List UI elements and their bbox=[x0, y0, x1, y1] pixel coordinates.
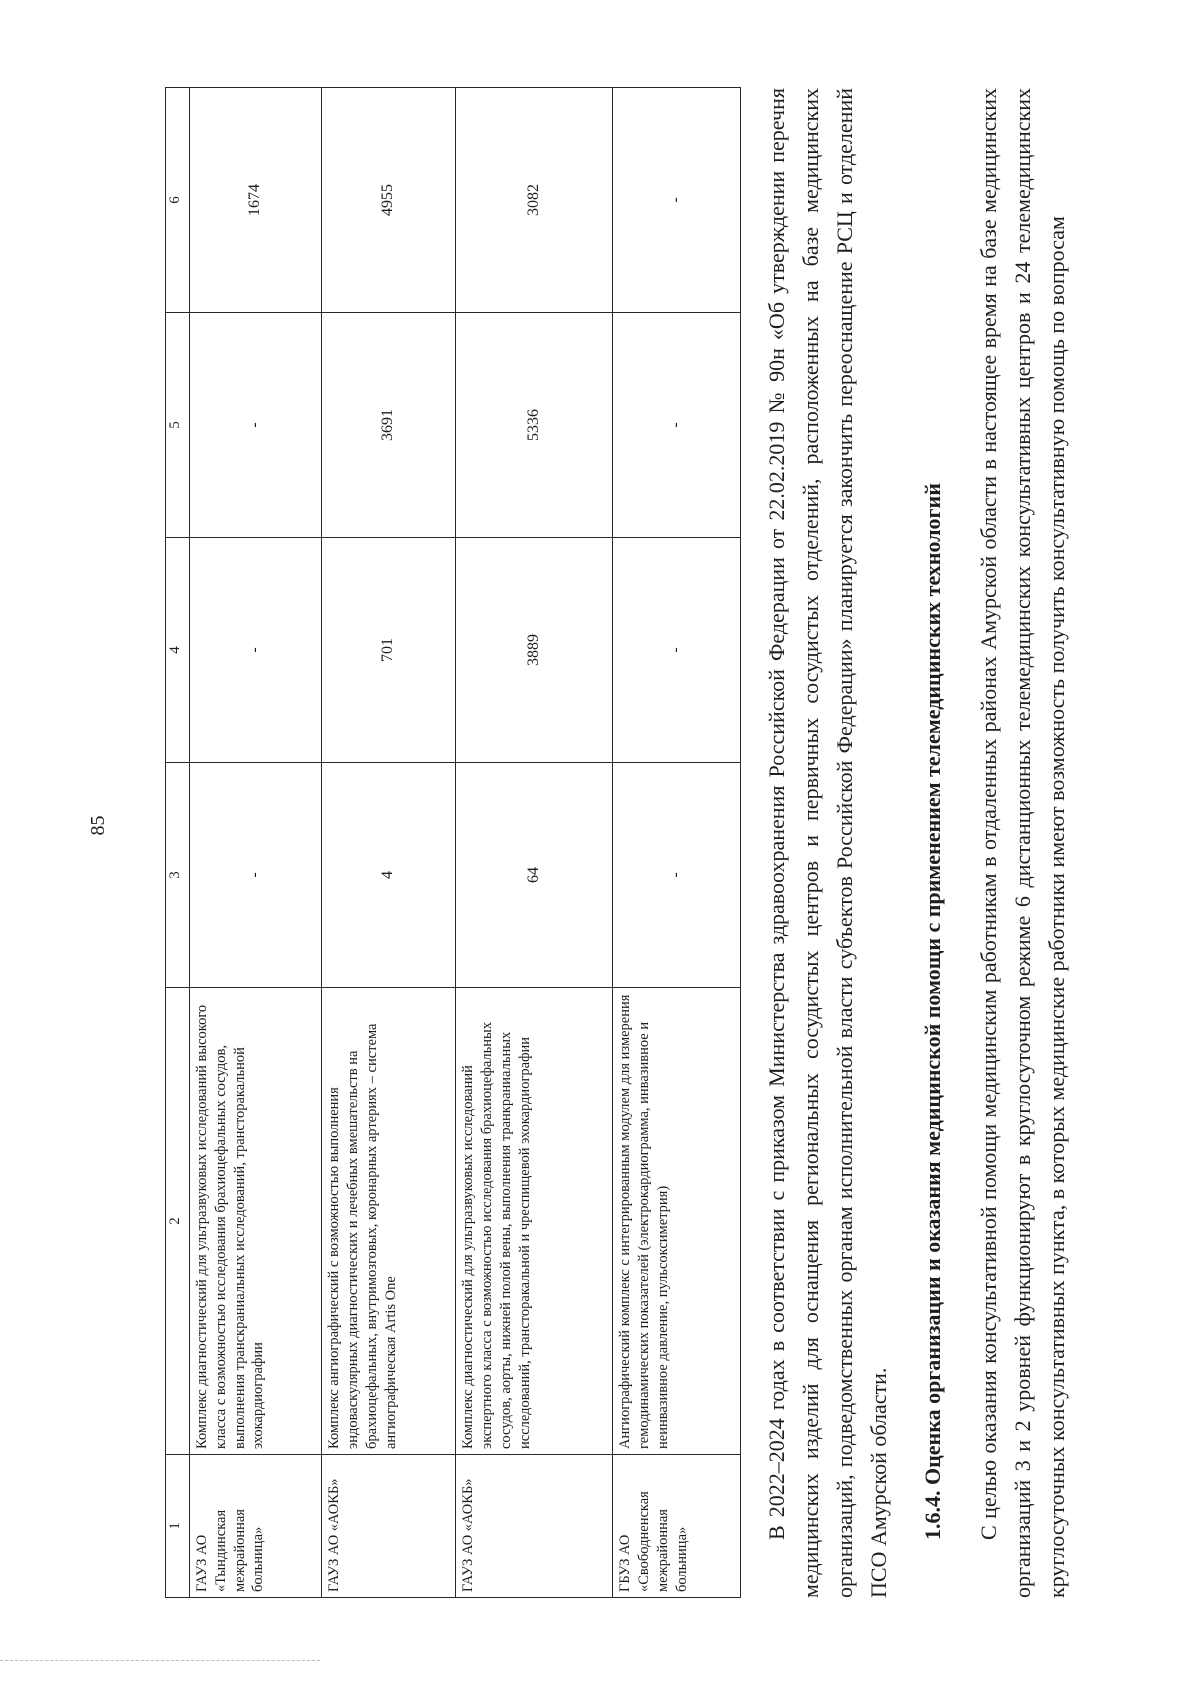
table-row bbox=[321, 88, 455, 1598]
column-header: 1 bbox=[166, 1455, 190, 1598]
value-cell: 4955 bbox=[321, 88, 455, 313]
table-header-row bbox=[166, 88, 190, 1598]
equipment-table bbox=[165, 87, 741, 1598]
column-header: 2 bbox=[166, 988, 190, 1455]
org-cell: ГАУЗ АО «Тындинская межрайонная больница» bbox=[189, 1455, 321, 1598]
equipment-cell: Ангиографический комплекс с интегрированным модулем для измерения гемодинамических показателей (электрокардиограмма, инвазивное и неинвазивное давление, пульсоксиметрия) bbox=[613, 988, 741, 1455]
value-cell: - bbox=[189, 538, 321, 763]
column-header: 3 bbox=[166, 763, 190, 988]
value-cell: - bbox=[613, 88, 741, 313]
paragraph: В 2022–2024 годах в соответствии с приказом Министерства здравоохранения Российской Федерации от 22.02.2019 № 90н «Об утверждении перечня медицинских изделий для оснащения региональных сосудистых центров и первичных сосудистых отделений, расположенных на базе медицинских организаций, подведомственных органам исполнительной власти субъектов Российской Федерации» планируется закончить переоснащение РСЦ и отделений ПСО Амурской области. bbox=[764, 88, 891, 1598]
value-cell: 701 bbox=[321, 538, 455, 763]
table-row bbox=[613, 88, 741, 1598]
value-cell: - bbox=[613, 538, 741, 763]
org-cell: ГАУЗ АО «АОКБ» bbox=[456, 1455, 613, 1598]
equipment-cell: Комплекс диагностический для ультразвуковых исследований экспертного класса с возможностью исследования брахиоцефальных сосудов, аорты, нижней полой вены, выполнения транкраниальных исследований, трансторакальной и чреспищевой эхокардиографии bbox=[456, 988, 613, 1455]
value-cell: 3691 bbox=[321, 313, 455, 538]
value-cell: - bbox=[189, 763, 321, 988]
scan-edge-line bbox=[0, 1660, 320, 1661]
value-cell: - bbox=[613, 313, 741, 538]
value-cell: - bbox=[613, 763, 741, 988]
table-row bbox=[456, 88, 613, 1598]
page-number: 85 bbox=[87, 815, 109, 836]
value-cell: - bbox=[189, 313, 321, 538]
org-cell: ГБУЗ АО «Свободненская межрайонная больница» bbox=[613, 1455, 741, 1598]
paragraph: С целью оказания консультативной помощи медицинским работникам в отдаленных районах Амурской области в настоящее время на базе медицинских организаций 3 и 2 уровней функционируют в круглосуточном режиме 6 дистанционных телемедицинских консультативных центров и 24 телемедицинских круглосуточных консультативных пункта, в которых медицинские работники имеют возможность получить консультативную помощь по вопросам bbox=[976, 88, 1069, 1598]
table-row bbox=[189, 88, 321, 1598]
value-cell: 3889 bbox=[456, 538, 613, 763]
value-cell: 1674 bbox=[189, 88, 321, 313]
column-header: 5 bbox=[166, 313, 190, 538]
value-cell: 4 bbox=[321, 763, 455, 988]
org-cell: ГАУЗ АО «АОКБ» bbox=[321, 1455, 455, 1598]
value-cell: 5336 bbox=[456, 313, 613, 538]
section-title: 1.6.4. Оценка организации и оказания медицинской помощи с применением телемедицинских технологий bbox=[920, 483, 945, 1540]
column-header: 6 bbox=[166, 88, 190, 313]
column-header: 4 bbox=[166, 538, 190, 763]
value-cell: 64 bbox=[456, 763, 613, 988]
body-text bbox=[760, 88, 1074, 1598]
equipment-cell: Комплекс диагностический для ультразвуковых исследований высокого класса с возможностью исследования брахиоцефальных сосудов, выполнения транскраниальных исследований, трансторакальной эхокардиографии bbox=[189, 988, 321, 1455]
equipment-cell: Комплекс ангиографический с возможностью выполнения эндоваскулярных диагностических и лечебных вмешательств на брахиоцефальных, внутримозговых, коронарных артериях – система ангиографическая Artis One bbox=[321, 988, 455, 1455]
document-page bbox=[87, 53, 1080, 1598]
value-cell: 3082 bbox=[456, 88, 613, 313]
